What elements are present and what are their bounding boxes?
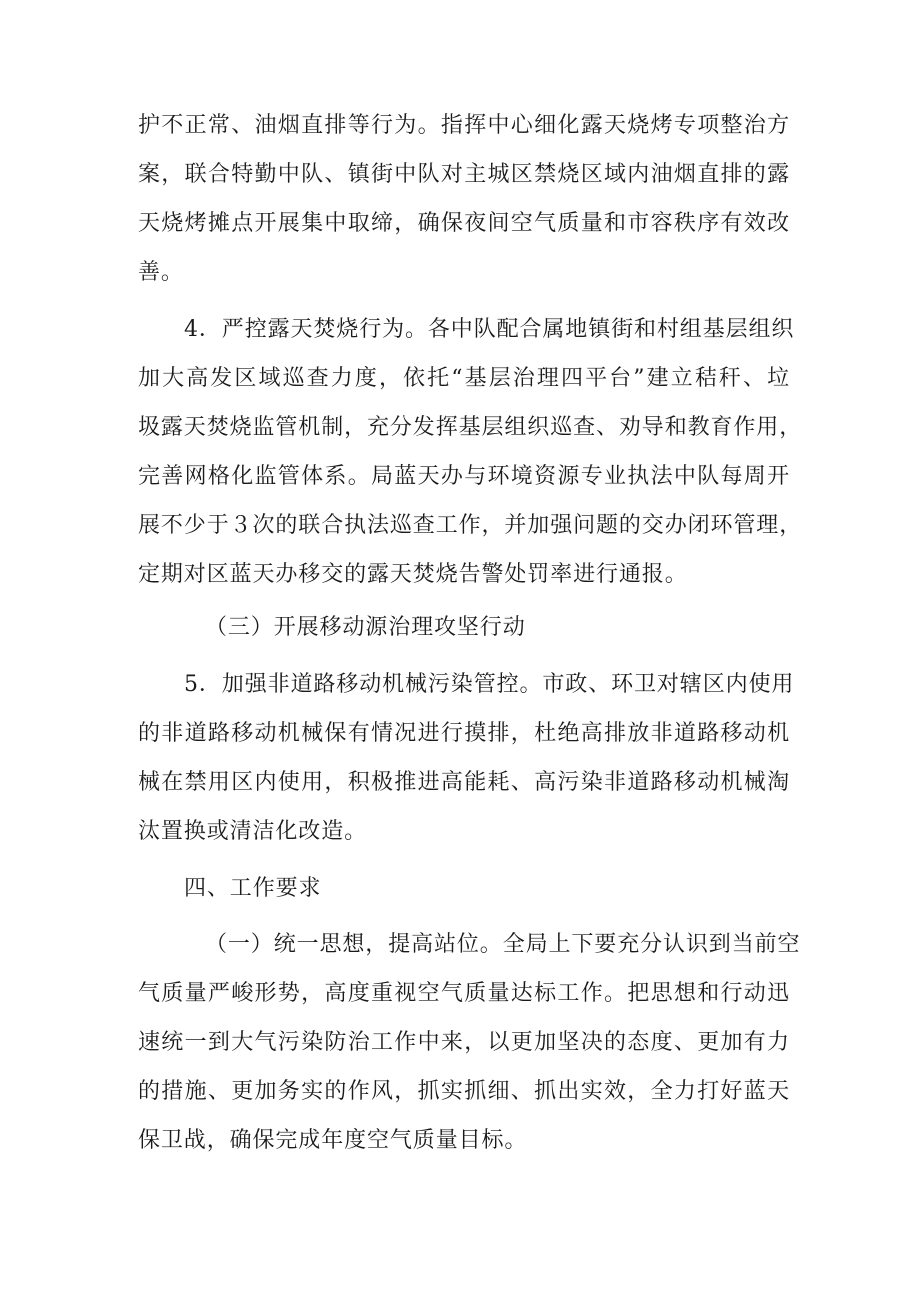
item-4-line-3: 圾露天焚烧监管机制，充分发挥基层组织巡查、劝导和教育作用，	[138, 415, 803, 440]
item-5-line-4: 汰置换或清洁化改造。	[138, 819, 368, 844]
item-4-line-2: 加大高发区域巡查力度，依托“基层治理四平台”建立秸秆、垃	[138, 366, 790, 391]
item-4-line-4: 完善网格化监管体系。局蓝天办与环境资源专业执法中队每周开	[138, 464, 790, 489]
req-1-line-2: 气质量严峻形势，高度重视空气质量达标工作。把思想和行动迅	[138, 981, 790, 1006]
text-line-4: 善。	[138, 260, 184, 285]
item-5-line-3: 械在禁用区内使用，积极推进高能耗、高污染非道路移动机械淘	[138, 770, 790, 795]
req-1-line-5: 保卫战，确保完成年度空气质量目标。	[138, 1128, 528, 1153]
text-line-2: 案，联合特勤中队、镇街中队对主城区禁烧区域内油烟直排的露	[138, 162, 790, 187]
text-line-3: 天烧烤摊点开展集中取缔，确保夜间空气质量和市容秩序有效改	[138, 211, 790, 236]
section-heading-3: （三）开展移动源治理攻坚行动	[205, 615, 526, 640]
item-5-line-1: 5．加强非道路移动机械污染管控。市政、环卫对辖区内使用	[184, 672, 795, 697]
item-5-line-2: 的非道路移动机械保有情况进行摸排，杜绝高排放非道路移动机	[138, 721, 790, 746]
item-4-line-5: 展不少于３次的联合执法巡查工作，并加强问题的交办闭环管理，	[138, 513, 803, 538]
req-1-line-3: 速统一到大气污染防治工作中来，以更加坚决的态度、更加有力	[138, 1030, 790, 1055]
item-4-line-1: 4．严控露天焚烧行为。各中队配合属地镇街和村组基层组织	[184, 317, 795, 342]
text-line-1: 护不正常、油烟直排等行为。指挥中心细化露天烧烤专项整治方	[138, 113, 790, 138]
section-heading-4: 四、工作要求	[184, 876, 322, 901]
req-1-line-1: （一）统一思想，提高站位。全局上下要充分认识到当前空	[205, 932, 801, 957]
req-1-line-4: 的措施、更加务实的作风，抓实抓细、抓出实效，全力打好蓝天	[138, 1079, 790, 1104]
item-4-line-6: 定期对区蓝天办移交的露天焚烧告警处罚率进行通报。	[138, 562, 688, 587]
